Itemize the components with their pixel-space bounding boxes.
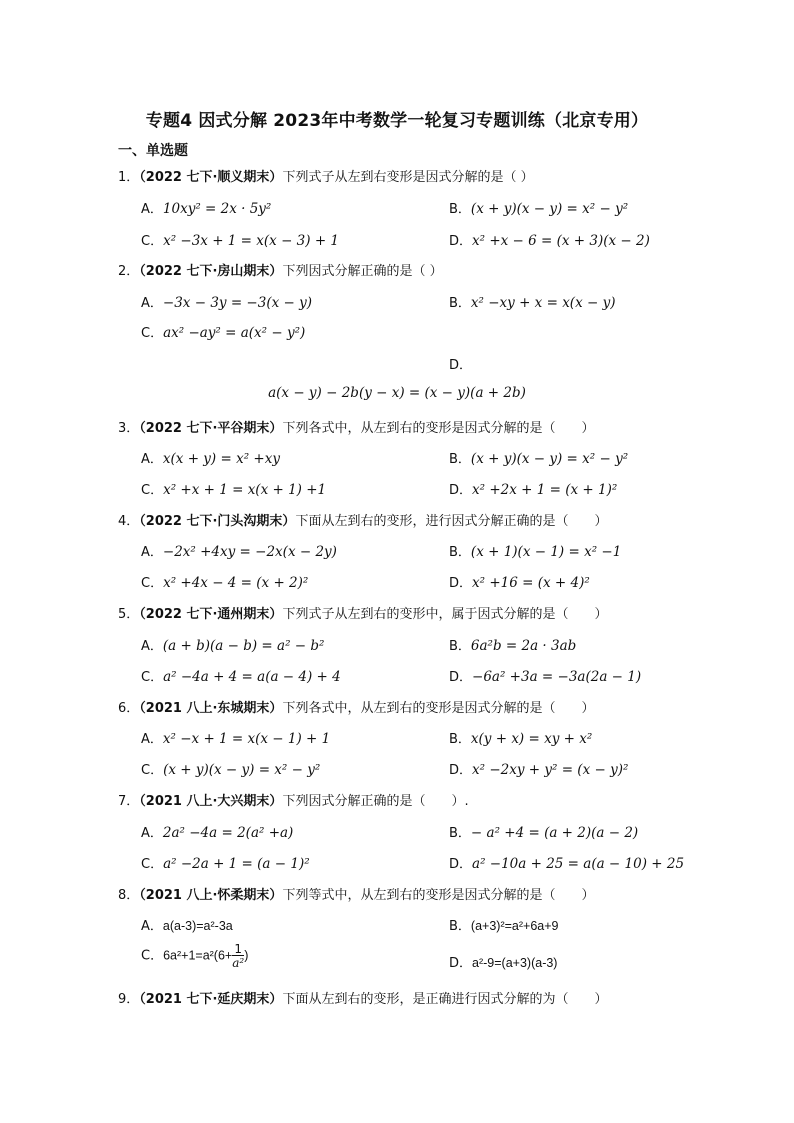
question-number: 5．: [118, 607, 140, 622]
question-source: （2022 七下·平谷期末）: [139, 421, 283, 436]
question-8: [118, 884, 594, 903]
option-label: C．: [141, 948, 164, 964]
option-text: (x + y)(x − y) = x² − y²: [470, 451, 629, 467]
option-c[interactable]: [141, 479, 326, 498]
question-stem: 下面从左到右的变形，是正确进行因式分解的为（ ）: [282, 992, 608, 1007]
option-label: A．: [141, 639, 163, 654]
option-text: x² +x + 1 = x(x + 1) +1: [163, 482, 327, 498]
option-text: −2x² +4xy = −2x(x − 2y): [162, 544, 337, 560]
option-b[interactable]: [449, 292, 615, 311]
question-4: [118, 510, 607, 529]
option-label: C．: [141, 326, 164, 341]
option-text: (x + y)(x − y) = x² − y²: [470, 201, 629, 217]
question-stem: 下列等式中，从左到右的变形是因式分解的是（ ）: [282, 888, 595, 903]
option-label: D．: [449, 234, 473, 249]
option-d[interactable]: [449, 759, 628, 778]
option-text: x(y + x) = xy + x²: [470, 731, 593, 747]
option-text: 2a² −4a = 2(a² +a): [162, 825, 294, 841]
question-stem: 下列式子从左到右的变形中，属于因式分解的是（ ）: [282, 607, 608, 622]
option-c[interactable]: [141, 759, 320, 778]
option-a[interactable]: [141, 198, 271, 217]
option-text: − a² +4 = (a + 2)(a − 2): [470, 825, 639, 841]
option-b[interactable]: [449, 635, 576, 654]
option-a[interactable]: [141, 541, 337, 560]
option-label: B．: [449, 202, 471, 217]
option-label: C．: [141, 483, 164, 498]
option-text: x² −2xy + y² = (x − y)²: [472, 762, 629, 778]
option-text: −3x − 3y = −3(x − y): [162, 295, 312, 311]
option-b[interactable]: [449, 915, 558, 934]
option-a[interactable]: [141, 915, 233, 934]
option-text: x² +x − 6 = (x + 3)(x − 2): [472, 233, 650, 249]
option-label: A．: [141, 826, 163, 841]
option-label: B．: [449, 545, 471, 560]
option-text: a² −4a + 4 = a(a − 4) + 4: [163, 669, 341, 685]
question-6: [118, 697, 594, 716]
option-label: A．: [141, 202, 163, 217]
question-source: （2021 七下·延庆期末）: [139, 992, 283, 1007]
option-text: x² −x + 1 = x(x − 1) + 1: [162, 731, 331, 747]
option-text: 6a²b = 2a · 3ab: [470, 638, 577, 654]
option-a[interactable]: [141, 822, 293, 841]
option-d[interactable]: [0, 385, 794, 401]
option-label: C．: [141, 857, 164, 872]
question-number: 3．: [118, 421, 140, 436]
option-text: a²-9=(a+3)(a-3): [472, 956, 558, 970]
option-d[interactable]: [449, 230, 650, 249]
option-text: ax² −ay² = a(x² − y²): [163, 325, 306, 341]
page-title: 专题4 因式分解 2023年中考数学一轮复习专题训练（北京专用）: [145, 111, 649, 131]
option-text: x² +4x − 4 = (x + 2)²: [163, 575, 309, 591]
option-c[interactable]: [141, 230, 339, 249]
option-label: D．: [449, 956, 473, 971]
option-text-suffix: ): [244, 948, 249, 963]
question-source: （2022 七下·门头沟期末）: [139, 514, 296, 529]
option-label: B．: [449, 826, 471, 841]
question-5: [118, 603, 607, 622]
section-heading: 一、单选题: [118, 143, 188, 159]
question-number: 9．: [118, 992, 140, 1007]
option-label: C．: [141, 670, 164, 685]
option-text: x² −xy + x = x(x − y): [470, 295, 616, 311]
fraction: [232, 943, 244, 969]
question-9: [118, 988, 607, 1007]
question-3: [118, 417, 594, 436]
question-stem: 下列因式分解正确的是（ ）.: [282, 794, 469, 809]
option-label: B．: [449, 919, 471, 934]
question-stem: 下列各式中，从左到右的变形是因式分解的是（ ）: [282, 701, 595, 716]
option-label: C．: [141, 234, 164, 249]
question-source: （2022 七下·房山期末）: [139, 264, 283, 279]
option-label: D．: [449, 576, 473, 591]
question-stem: 下列式子从左到右变形是因式分解的是（ ）: [282, 170, 534, 185]
option-label: A．: [141, 452, 163, 467]
option-label: A．: [141, 919, 163, 934]
question-number: 2．: [118, 264, 140, 279]
option-b[interactable]: [449, 822, 638, 841]
question-source: （2022 七下·通州期末）: [139, 607, 283, 622]
option-text: x(x + y) = x² +xy: [162, 451, 280, 467]
option-text: (a+3)²=a²+6a+9: [470, 919, 559, 933]
option-d[interactable]: [449, 572, 590, 591]
option-text: (x + 1)(x − 1) = x² −1: [470, 544, 622, 560]
option-d[interactable]: [449, 952, 557, 971]
option-c[interactable]: [141, 943, 248, 969]
option-text: (x + y)(x − y) = x² − y²: [163, 762, 321, 778]
option-label: C．: [141, 576, 164, 591]
option-label: D．: [449, 670, 473, 685]
option-label: D．: [449, 763, 473, 778]
question-source: （2022 七下·顺义期末）: [139, 170, 283, 185]
question-stem: 下面从左到右的变形，进行因式分解正确的是（ ）: [295, 514, 608, 529]
option-b[interactable]: [449, 728, 592, 747]
option-d[interactable]: [449, 666, 641, 685]
option-text: (a + b)(a − b) = a² − b²: [162, 638, 325, 654]
option-label: C．: [141, 763, 164, 778]
fraction-numerator: 1: [232, 943, 244, 956]
option-b[interactable]: [449, 541, 621, 560]
question-number: 6．: [118, 701, 140, 716]
question-source: （2021 八上·大兴期末）: [139, 794, 283, 809]
option-c[interactable]: [141, 322, 305, 341]
question-number: 7．: [118, 794, 140, 809]
question-source: （2021 八上·东城期末）: [139, 701, 283, 716]
option-text-prefix: 6a²+1=a²(6+: [163, 948, 233, 963]
option-label: B．: [449, 639, 471, 654]
option-text: a² −2a + 1 = (a − 1)²: [163, 856, 310, 872]
question-number: 1．: [118, 170, 140, 185]
option-text: x² −3x + 1 = x(x − 3) + 1: [163, 233, 340, 249]
option-text: a(a-3)=a²-3a: [162, 919, 233, 933]
option-label: D．: [449, 857, 473, 872]
option-text: −6a² +3a = −3a(2a − 1): [472, 669, 642, 685]
option-c[interactable]: [141, 853, 310, 872]
question-source: （2021 八上·怀柔期末）: [139, 888, 283, 903]
option-text: x² +16 = (x + 4)²: [472, 575, 590, 591]
option-d[interactable]: [449, 853, 684, 872]
fraction-denominator: a²: [232, 956, 245, 970]
option-label: D．: [449, 483, 473, 498]
option-a[interactable]: [141, 292, 312, 311]
option-a[interactable]: [141, 635, 324, 654]
option-text: a(x − y) − 2b(y − x) = (x − y)(a + 2b): [268, 385, 526, 401]
question-2: [118, 260, 443, 279]
question-stem: 下列因式分解正确的是（ ）: [282, 264, 443, 279]
option-b[interactable]: [449, 198, 628, 217]
option-a[interactable]: [141, 448, 280, 467]
option-c[interactable]: [141, 666, 341, 685]
option-label: B．: [449, 452, 471, 467]
question-number: 8．: [118, 888, 140, 903]
option-text: 10xy² = 2x · 5y²: [162, 201, 272, 217]
option-label: B．: [449, 296, 471, 311]
option-d[interactable]: [449, 479, 617, 498]
option-text: a² −10a + 25 = a(a − 10) + 25: [472, 856, 685, 872]
question-stem: 下列各式中，从左到右的变形是因式分解的是（ ）: [282, 421, 595, 436]
option-text: x² +2x + 1 = (x + 1)²: [472, 482, 618, 498]
question-1: [118, 166, 534, 185]
option-label: A．: [141, 296, 163, 311]
option-label: A．: [141, 545, 163, 560]
option-label: A．: [141, 732, 163, 747]
option-b[interactable]: [449, 448, 628, 467]
question-7: [118, 790, 469, 809]
question-number: 4．: [118, 514, 140, 529]
option-label: B．: [449, 732, 471, 747]
option-d-label[interactable]: D．: [449, 358, 473, 373]
option-c[interactable]: [141, 572, 308, 591]
option-a[interactable]: [141, 728, 330, 747]
